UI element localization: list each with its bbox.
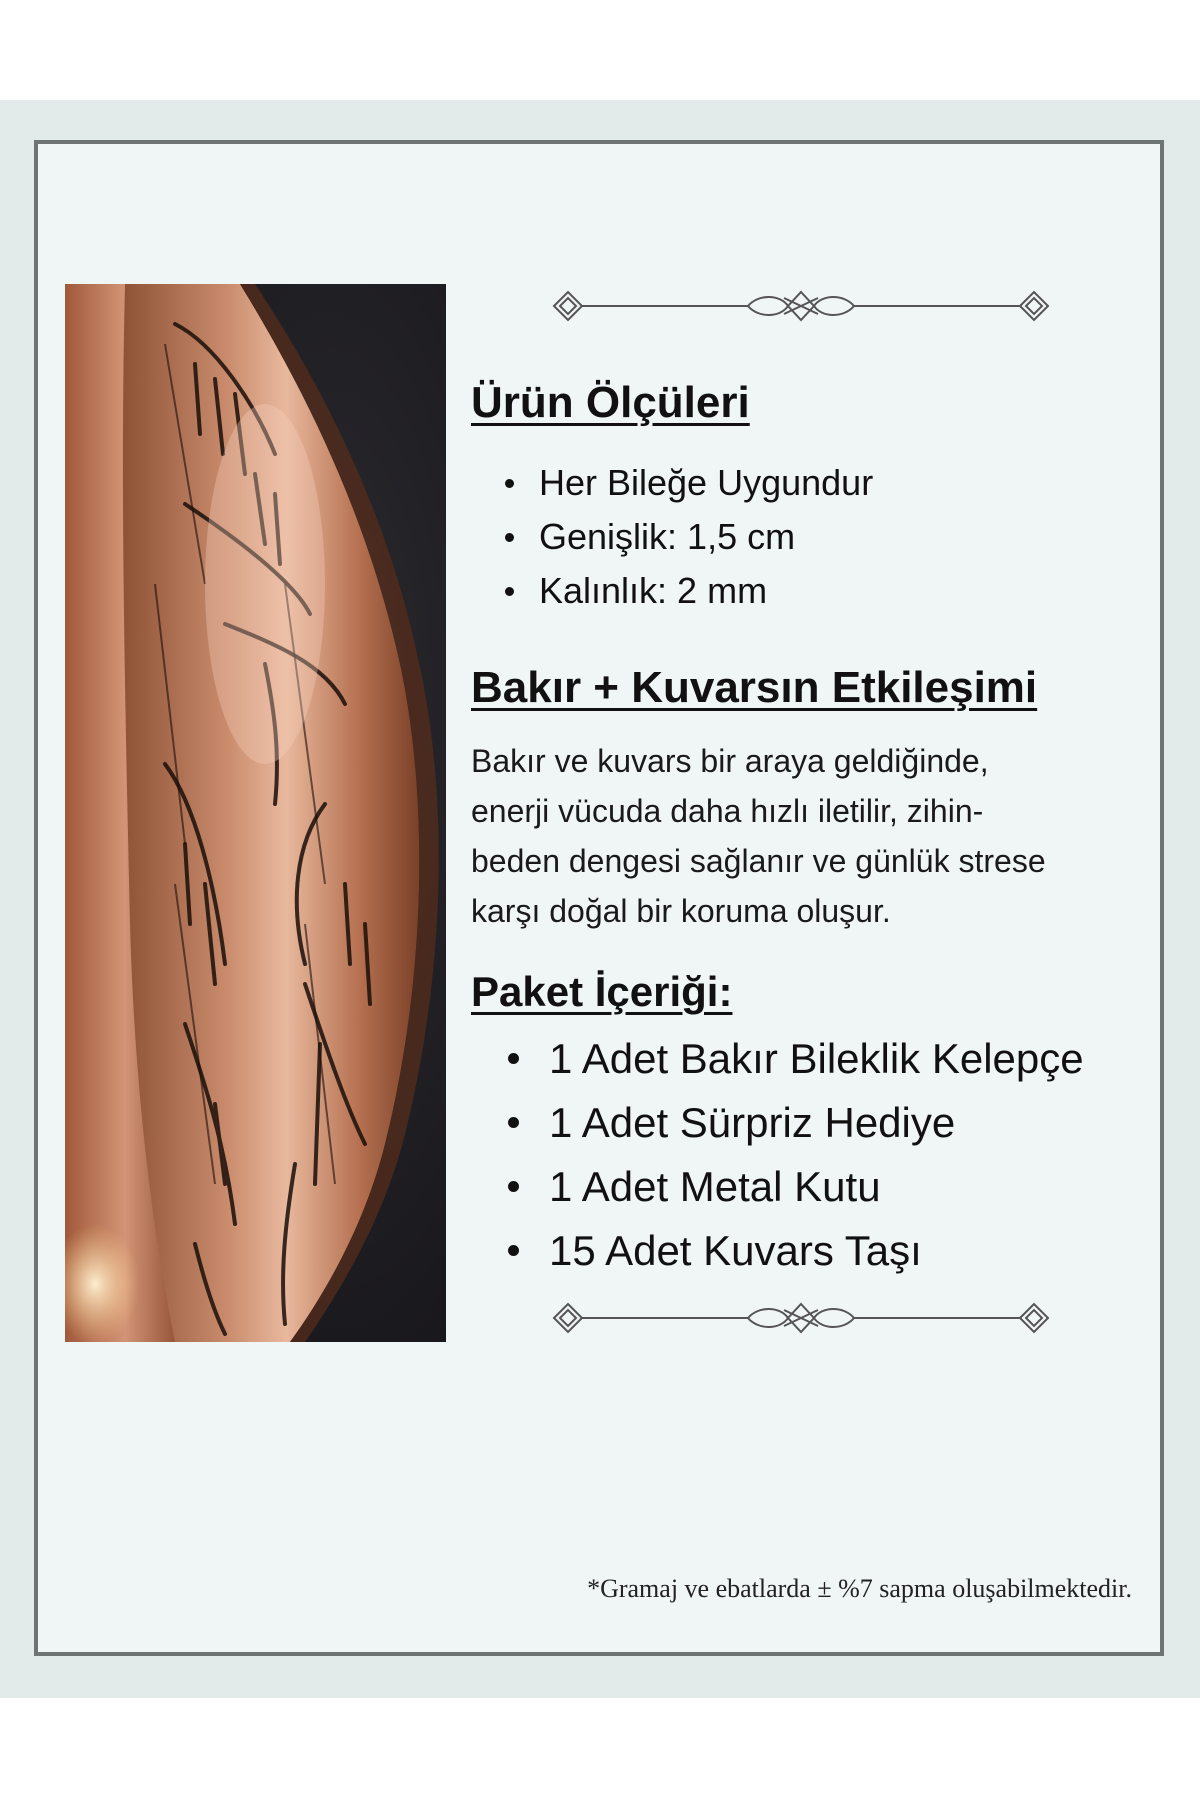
- paragraph-line: karşı doğal bir koruma oluşur.: [471, 893, 891, 929]
- package-title: Paket İçeriği:: [471, 968, 733, 1015]
- list-item: Genişlik: 1,5 cm: [539, 510, 873, 564]
- list-item: 1 Adet Bakır Bileklik Kelepçe: [549, 1027, 1084, 1091]
- paragraph-line: enerji vücuda daha hızlı iletilir, zihin-: [471, 793, 984, 829]
- dimensions-title: Ürün Ölçüleri: [471, 378, 750, 427]
- divider-ornament-bottom: [548, 1296, 1054, 1340]
- package-list: [549, 1027, 1084, 1283]
- list-item: 1 Adet Metal Kutu: [549, 1155, 1084, 1219]
- divider-ornament-top: [548, 284, 1054, 328]
- paragraph-line: Bakır ve kuvars bir araya geldiğinde,: [471, 743, 989, 779]
- list-item: Her Bileğe Uygundur: [539, 456, 873, 510]
- list-item: 1 Adet Sürpriz Hediye: [549, 1091, 1084, 1155]
- interaction-paragraph: [471, 736, 1131, 936]
- list-item: 15 Adet Kuvars Taşı: [549, 1219, 1084, 1283]
- copper-cuff-bracelet-icon: [65, 284, 446, 1342]
- list-item: Kalınlık: 2 mm: [539, 564, 873, 618]
- interaction-title: Bakır + Kuvarsın Etkileşimi: [471, 663, 1038, 712]
- dimensions-list: [539, 456, 873, 618]
- paragraph-line: beden dengesi sağlanır ve günlük strese: [471, 843, 1046, 879]
- footnote: *Gramaj ve ebatlarda ± %7 sapma oluşabilmektedir.: [587, 1574, 1132, 1603]
- product-photo: [65, 284, 446, 1342]
